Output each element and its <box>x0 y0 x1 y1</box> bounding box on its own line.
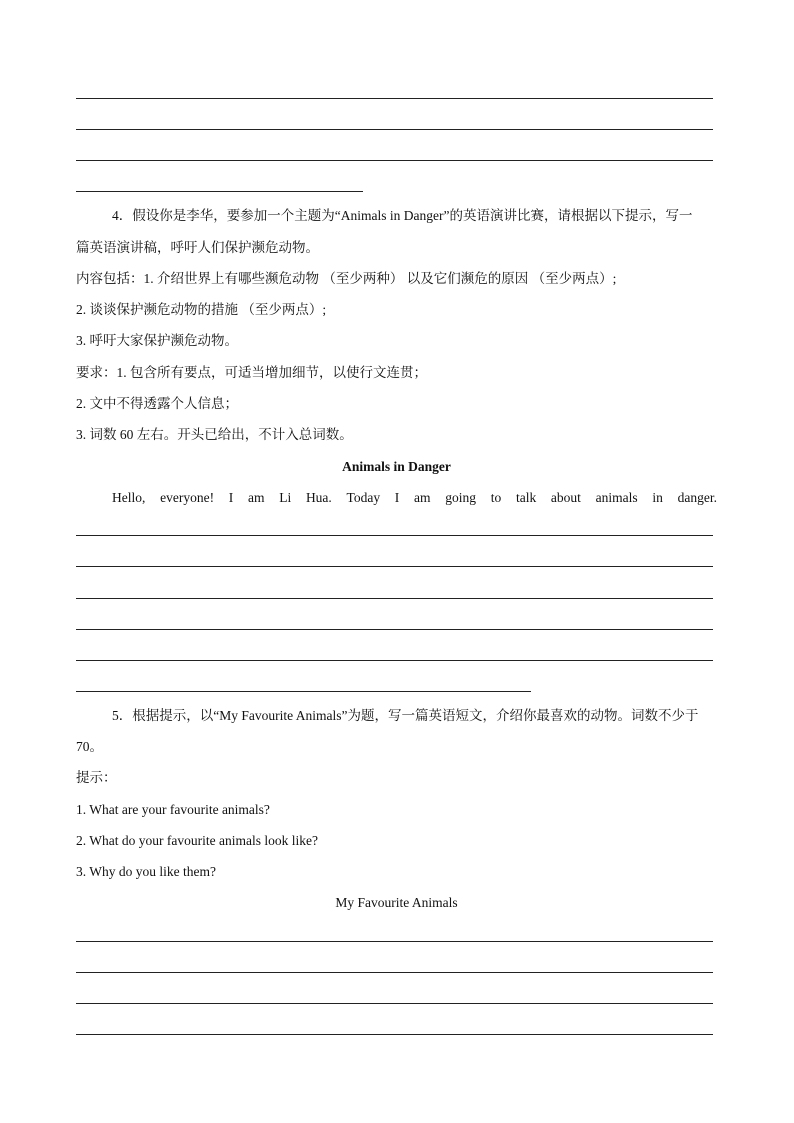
opening-word: talk <box>515 490 537 505</box>
q5-answer-line[interactable] <box>76 941 713 942</box>
q5-answer-line[interactable] <box>76 972 713 973</box>
q4-answer-line[interactable] <box>76 535 713 536</box>
q4-content-point-3: 3. 呼吁大家保护濒危动物。 <box>76 333 238 348</box>
q5-hint-label: 提示： <box>76 770 117 785</box>
q5-hint-2: 2. What do your favourite animals look like? <box>76 833 318 848</box>
opening-word: about <box>550 490 581 505</box>
q4-opening-sentence <box>112 490 717 506</box>
opening-word: to <box>490 490 502 505</box>
q5-answer-line[interactable] <box>76 1003 713 1004</box>
q5-hint-1: 1. What are your favourite animals? <box>76 802 270 817</box>
answer-line[interactable] <box>76 160 713 161</box>
q4-answer-line[interactable] <box>76 566 713 567</box>
opening-word: am <box>248 490 265 505</box>
opening-word: I <box>394 490 400 505</box>
opening-word: Hello, <box>112 490 146 505</box>
q4-content-point-2: 2. 谈谈保护濒危动物的措施 （至少两点）; <box>76 302 327 317</box>
opening-word: in <box>652 490 663 505</box>
q4-answer-line[interactable] <box>76 660 713 661</box>
opening-word: Today <box>346 490 381 505</box>
q4-content-intro: 内容包括：1. 介绍世界上有哪些濒危动物 （至少两种） 以及它们濒危的原因 （至少两点）; <box>76 271 617 286</box>
q4-prompt-line-1: 4．假设你是李华，要参加一个主题为“Animals in Danger”的英语演讲比赛，请根据以下提示，写一 <box>112 208 693 223</box>
opening-word: going <box>445 490 476 505</box>
q4-requirement-intro: 要求：1. 包含所有要点，可适当增加细节，以使行文连贯； <box>76 365 427 380</box>
q4-prompt-line-2: 篇英语演讲稿，呼吁人们保护濒危动物。 <box>76 240 319 255</box>
opening-word: animals <box>595 490 638 505</box>
opening-word: I <box>228 490 234 505</box>
q4-answer-line[interactable] <box>76 629 713 630</box>
answer-line-short[interactable] <box>76 191 363 192</box>
opening-word: Hua. <box>305 490 332 505</box>
q4-requirement-2: 2. 文中不得透露个人信息； <box>76 396 238 411</box>
opening-word: am <box>414 490 431 505</box>
answer-line[interactable] <box>76 129 713 130</box>
opening-word: everyone! <box>160 490 215 505</box>
opening-word: danger. <box>677 490 717 505</box>
answer-line[interactable] <box>76 98 713 99</box>
q5-prompt-line-1: 5．根据提示，以“My Favourite Animals”为题，写一篇英语短文，介绍你最喜欢的动物。词数不少于 <box>112 708 699 723</box>
q4-answer-line[interactable] <box>76 598 713 599</box>
q5-essay-title: My Favourite Animals <box>335 895 458 910</box>
q5-hint-3: 3. Why do you like them? <box>76 864 216 879</box>
q5-prompt-line-2: 70。 <box>76 739 103 754</box>
q4-requirement-3: 3. 词数 60 左右。开头已给出，不计入总词数。 <box>76 427 353 442</box>
opening-word: Li <box>279 490 292 505</box>
q5-answer-line[interactable] <box>76 1034 713 1035</box>
q4-essay-title: Animals in Danger <box>342 459 451 474</box>
q4-answer-line-short[interactable] <box>76 691 531 692</box>
